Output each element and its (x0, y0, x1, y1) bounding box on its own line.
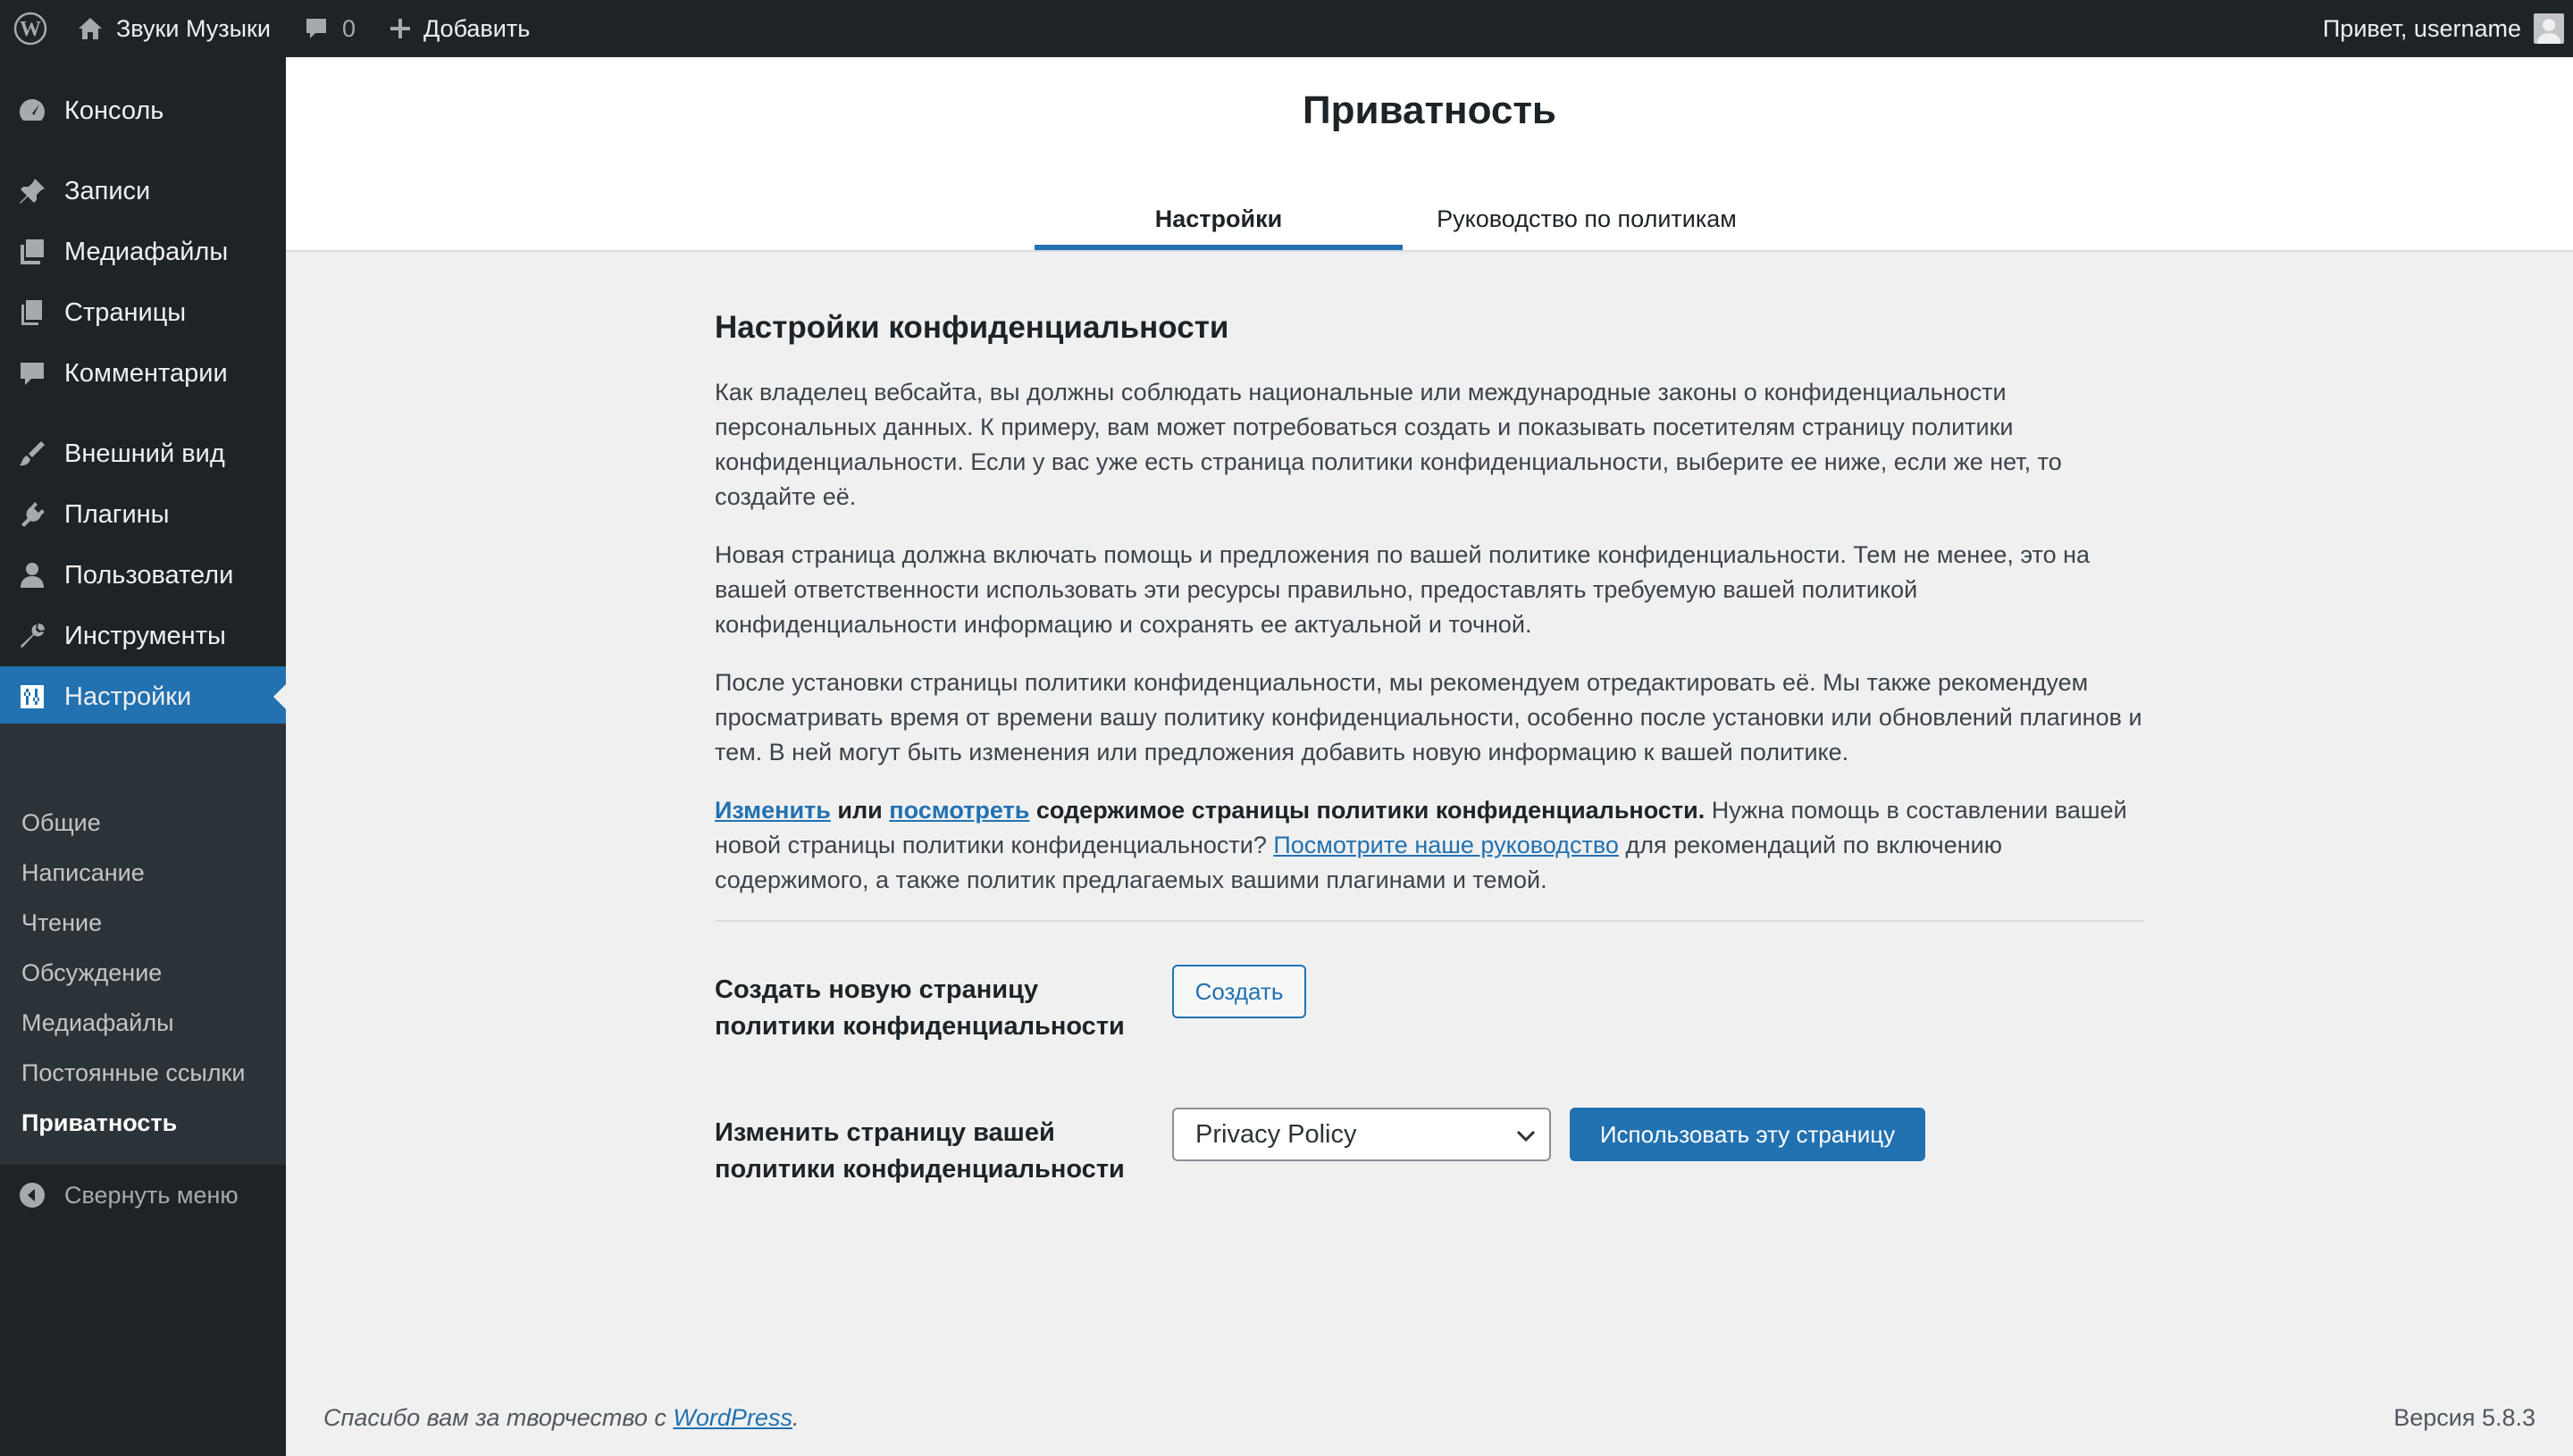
sidebar-item-plugins[interactable] (0, 484, 286, 545)
sidebar-item-label: Записи (64, 176, 151, 205)
sidebar-item-label: Консоль (64, 96, 164, 125)
or-text: или (837, 797, 883, 824)
privacy-page-select[interactable] (1172, 1108, 1551, 1161)
wordpress-logo-icon[interactable] (0, 0, 61, 57)
select-value: Privacy Policy (1195, 1119, 1357, 1149)
new-label: Добавить (423, 14, 531, 42)
tab-label: Руководство по политикам (1437, 205, 1737, 232)
sidebar-item-media[interactable] (0, 222, 286, 282)
tools-icon (0, 606, 64, 666)
tab-settings[interactable] (1035, 191, 1403, 250)
plus-icon (388, 16, 413, 41)
media-icon (0, 222, 64, 282)
submenu-item-reading[interactable]: Чтение (21, 909, 103, 936)
site-name-link[interactable] (61, 0, 287, 57)
sidebar-item-label: Настройки (64, 682, 192, 711)
after-setup-paragraph: После установки страницы политики конфиденциальности, мы рекомендуем отредактировать её. Мы также рекомендуем просматривать время от времени вашу политику конфиденциальности, особенно после установки или обновлений плагинов и тем. В ней могут быть изменения или предложения добавить новую информацию к вашей политике. (715, 669, 2142, 766)
dashboard-icon (0, 80, 64, 141)
greeting: Привет, username (2322, 14, 2521, 42)
sidebar-item-label: Плагины (64, 499, 170, 529)
intro-paragraph: Как владелец вебсайта, вы должны соблюдать национальные или международные законы о конфиденциальности персональных данных. К примеру, вам может потребоваться создать и показывать посетителям страницу политики конфиденциальности. Если у вас уже есть страница политики конфиденциальности, выберите ее ниже, если же нет, то создайте её. (715, 379, 2062, 510)
submenu-item-discussion[interactable]: Обсуждение (21, 959, 163, 986)
comments-icon (0, 343, 64, 404)
help-text: Нужна помощь в составлении вашей новой страницы политики конфиденциальности? (715, 797, 2127, 858)
footer-period: . (792, 1404, 800, 1431)
create-page-label: Создать новую страницу политики конфиденциальности (715, 975, 1125, 1041)
new-content-link[interactable] (372, 0, 546, 57)
sidebar-item-tools[interactable] (0, 606, 286, 666)
divider (715, 920, 2144, 922)
submenu-item-general[interactable]: Общие (21, 809, 101, 836)
collapse-arrow-icon (0, 1181, 64, 1209)
avatar (2534, 13, 2564, 44)
admin-bar (0, 0, 2573, 57)
sidebar-item-label: Инструменты (64, 621, 226, 650)
policy-content-text: содержимое страницы политики конфиденциальности. (1035, 797, 1706, 824)
guide-link[interactable]: Посмотрите наше руководство (1273, 832, 1619, 858)
sidebar-item-label: Медиафайлы (64, 237, 229, 266)
create-button[interactable]: Создать (1172, 965, 1306, 1018)
svg-text:W: W (20, 18, 41, 41)
pin-icon (0, 161, 64, 222)
tab-label: Настройки (1154, 205, 1283, 232)
tab-policy-guide[interactable] (1403, 191, 1771, 250)
collapse-menu-button[interactable] (0, 1165, 286, 1226)
section-heading: Настройки конфиденциальности (715, 310, 1229, 345)
footer-thanks-text: Спасибо вам за творчество с (323, 1404, 666, 1431)
policy-links-paragraph (715, 793, 2144, 898)
appearance-icon (0, 423, 64, 484)
submenu-item-media[interactable]: Медиафайлы (21, 1009, 174, 1036)
settings-icon (0, 666, 64, 727)
admin-sidebar (0, 57, 286, 1456)
comment-bubble-icon (303, 15, 330, 42)
new-page-paragraph: Новая страница должна включать помощь и предложения по вашей политике конфиденциальности. Тем не менее, это на вашей ответственности использовать эти ресурсы правильно, предоставлять требуемую вашей политикой конфиденциальности информацию и сохранять ее актуальной и точной. (715, 541, 2091, 638)
wordpress-link[interactable]: WordPress (673, 1404, 792, 1431)
sidebar-item-dashboard[interactable] (0, 80, 286, 141)
change-page-label: Изменить страницу вашей политики конфиденциальности (715, 1118, 1125, 1184)
footer-version: Версия 5.8.3 (2393, 1404, 2535, 1431)
footer-thanks (323, 1404, 799, 1432)
sidebar-item-pages[interactable] (0, 282, 286, 343)
pages-icon (0, 282, 64, 343)
use-this-page-button[interactable]: Использовать эту страницу (1570, 1108, 1925, 1161)
collapse-menu-label: Свернуть меню (64, 1181, 239, 1209)
sidebar-item-label: Пользователи (64, 560, 234, 590)
page-title: Приватность (1303, 88, 1556, 132)
chevron-down-icon (1515, 1127, 1537, 1145)
privacy-header (286, 57, 2573, 252)
comments-count: 0 (341, 14, 356, 42)
site-name: Звуки Музыки (116, 14, 271, 42)
sidebar-item-label: Страницы (64, 297, 187, 327)
my-account-link[interactable] (2323, 0, 2564, 57)
comments-link[interactable] (287, 0, 372, 57)
sidebar-item-settings[interactable] (0, 666, 286, 727)
sidebar-item-label: Внешний вид (64, 439, 225, 468)
submenu-item-permalinks[interactable]: Постоянные ссылки (21, 1059, 246, 1086)
sidebar-item-users[interactable] (0, 545, 286, 606)
submenu-item-writing[interactable]: Написание (21, 859, 145, 886)
users-icon (0, 545, 64, 606)
submenu-item-privacy[interactable]: Приватность (21, 1109, 178, 1136)
edit-policy-link[interactable]: Изменить (715, 797, 831, 824)
sidebar-item-appearance[interactable] (0, 423, 286, 484)
plugins-icon (0, 484, 64, 545)
home-icon (77, 15, 104, 42)
sidebar-item-comments[interactable] (0, 343, 286, 404)
settings-submenu (0, 724, 286, 1165)
view-policy-link[interactable]: посмотреть (889, 797, 1030, 824)
recommendation-text: для рекомендаций по включению содержимого, а также политик предлагаемых вашими плагинами и темой. (715, 832, 2002, 893)
sidebar-item-label: Комментарии (64, 358, 228, 388)
sidebar-item-posts[interactable] (0, 161, 286, 222)
